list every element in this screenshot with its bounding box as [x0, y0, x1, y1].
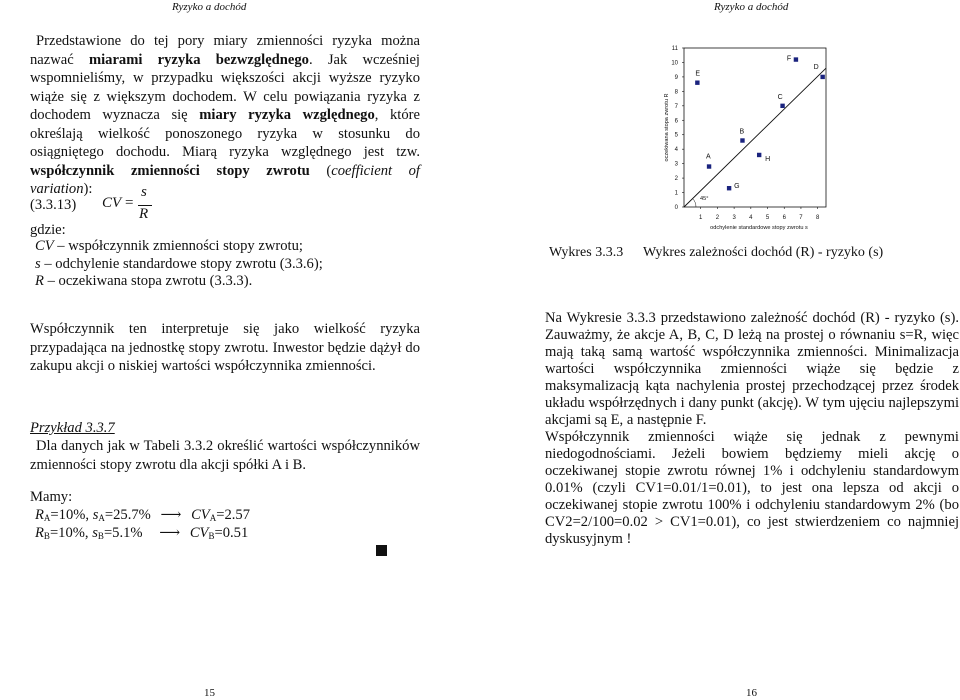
- x-tick-label: 6: [782, 215, 786, 221]
- result-row-b: [35, 524, 248, 546]
- value: =5.1%: [103, 525, 143, 541]
- x-tick-label: 3: [732, 215, 736, 221]
- running-header-right: Ryzyko a dochód: [714, 1, 789, 13]
- point-label-f: F: [786, 55, 792, 63]
- definition-symbol: s: [35, 255, 41, 272]
- x-tick-label: 5: [765, 215, 770, 221]
- mamy-label: Mamy:: [30, 489, 73, 505]
- y-tick-label: 5: [674, 132, 678, 139]
- intro-paragraph: [30, 32, 420, 199]
- point-e: [695, 80, 699, 84]
- point-label-b: B: [739, 128, 745, 136]
- formula-denominator: R: [139, 206, 149, 222]
- intro-text: Przedstawione do tej pory miary zmienności ryzyka można nazwać: [30, 33, 420, 68]
- definition-list: [35, 238, 425, 291]
- figure-caption: Wykres zależności dochód (R) - ryzyko (s): [643, 245, 884, 260]
- point-label-e: E: [695, 70, 701, 78]
- y-tick-label: 11: [671, 46, 678, 52]
- y-tick-label: 9: [674, 74, 678, 81]
- value: =10%,: [49, 525, 89, 541]
- y-tick-label: 3: [674, 161, 678, 168]
- point-label-c: C: [777, 93, 783, 101]
- right-paragraph-2: Współczynnik zmienności wiąże się jednak z pewnymi niedogodnościami. Jeżeli bowiem będziemy mieli akcję o oczekiwanej stopie zwrotu równej 1% i odchyleniu standardowym 0.01% (czyli CV1=0.01/1=0.01), to jest ona lepsza od akcji o oczekiwanej stopie zwrotu 100% i odchyleniu standardowym 2% (bo CV2=2/100=0.02 > CV1=0.01), co jest stwierdzeniem co najmniej dyskusyjnym !: [545, 429, 959, 547]
- value: =2.57: [216, 507, 251, 523]
- term-absolute-risk: miarami ryzyka bezwzględnego: [88, 51, 309, 68]
- definition-text: – odchylenie standardowe stopy zwrotu (3.3.6);: [40, 255, 323, 272]
- reference-line: [684, 68, 826, 207]
- formula-number: (3.3.13): [30, 197, 77, 213]
- x-tick-label: 7: [799, 215, 803, 221]
- y-tick-label: 8: [674, 89, 678, 96]
- y-tick-label: 2: [674, 176, 678, 183]
- intro-text: ):: [83, 181, 93, 197]
- y-tick-label: 7: [674, 103, 678, 110]
- point-g: [727, 186, 731, 190]
- end-square-icon: [376, 545, 387, 556]
- intro-text: (: [309, 162, 332, 179]
- y-tick-label: 6: [674, 118, 678, 125]
- angle-label: 45°: [700, 196, 709, 202]
- definition-text: – współczynnik zmienności stopy zwrotu;: [53, 238, 303, 254]
- point-label-h: H: [765, 155, 771, 163]
- point-b: [740, 138, 744, 142]
- page-number-left: 15: [204, 687, 215, 699]
- definition-text: – oczekiwana stopa zwrotu (3.3.3).: [43, 273, 253, 289]
- x-tick-label: 1: [699, 215, 703, 221]
- point-label-a: A: [706, 153, 711, 161]
- y-tick-label: 4: [674, 147, 678, 154]
- subscript: B: [208, 531, 215, 541]
- definition-item: [35, 256, 425, 274]
- where-label: gdzie:: [30, 222, 66, 238]
- intro-text: . Jak wcześniej wspomnieliśmy, w przypadku większości akcji wyższe ryzyko wiąże się z większym dochodem. W celu powiązania ryzyka z dochodem wyznacza się: [30, 51, 420, 123]
- subscript: B: [43, 531, 50, 541]
- example-title: Przykład 3.3.7: [30, 420, 115, 436]
- y-tick-label: 1: [674, 190, 678, 197]
- figure-label: Wykres 3.3.3: [549, 245, 624, 260]
- intro-text: , które określają wielkość ponoszonego ryzyka w stosunku do osiągniętego dochodu. Miarą ryzyka względnego jest tzw.: [30, 107, 420, 160]
- y-axis-label: oczekiwana stopa zwrotu R: [664, 93, 670, 162]
- formula: [102, 184, 162, 228]
- value: =25.7%: [104, 507, 151, 523]
- point-c: [780, 104, 784, 108]
- y-tick-label: 0: [674, 205, 678, 211]
- value: =10%,: [50, 507, 90, 523]
- right-paragraph-1: Na Wykresie 3.3.3 przedstawiono zależność dochód (R) - ryzyko (s). Zauważmy, że akcje A, B, C, D leżą na prostej o równaniu s=R, więc mają taką samą wartość współczynnika zmienności. Minimalizacja wartości współczynnika zmienności wiąże się będzie z maksymalizacją kąta nachylenia prostej przechodzącej przez środek układu współrzędnych i dany punkt (akcję). W tym ujęciu najlepszymi akcjami są E, a następnie F.: [545, 310, 959, 428]
- definition-item: [35, 238, 425, 256]
- example-text: Dla danych jak w Tabeli 3.3.2 określić wartości współczynników zmienności stopy zwrotu dla akcji spółki A i B.: [30, 438, 420, 473]
- point-d: [820, 75, 824, 79]
- right-text: [545, 310, 959, 548]
- x-tick-label: 2: [715, 215, 720, 221]
- angle-arc: [693, 199, 697, 208]
- point-f: [794, 57, 798, 61]
- var-s: s: [92, 525, 98, 541]
- formula-numerator: s: [141, 184, 147, 200]
- subscript: A: [43, 513, 51, 523]
- definition-item: [35, 273, 425, 291]
- definition-symbol: CV: [35, 238, 54, 254]
- arrow-icon: ⟶: [160, 507, 182, 523]
- risk-return-chart: [660, 40, 830, 240]
- var-s: s: [92, 507, 99, 523]
- point-a: [707, 164, 711, 168]
- subscript: A: [98, 513, 105, 523]
- interpretation-paragraph: Współczynnik ten interpretuje się jako wielkość ryzyka przypadająca na jednostkę stopy zwrotu. Inwestor będzie dążył do zakupu akcji o niskiej wartości współczynnika zmienności.: [30, 321, 420, 374]
- point-h: [757, 153, 761, 157]
- subscript: A: [209, 513, 217, 523]
- term-coefficient: współczynnik zmienności stopy zwrotu: [30, 162, 310, 179]
- arrow-icon: ⟶: [159, 525, 181, 541]
- definition-symbol: R: [35, 273, 44, 289]
- running-header-left: Ryzyko a dochód: [172, 1, 247, 13]
- x-tick-label: 8: [815, 215, 820, 221]
- formula-eq: =: [125, 195, 134, 211]
- point-label-d: D: [813, 63, 819, 71]
- var-cv: CV: [189, 525, 209, 541]
- var-r: R: [35, 507, 44, 523]
- subscript: B: [97, 531, 104, 541]
- y-tick-label: 10: [671, 60, 678, 67]
- page-number-right: 16: [746, 687, 757, 699]
- point-label-g: G: [734, 183, 740, 191]
- formula-lhs: CV: [102, 195, 122, 211]
- var-cv: CV: [191, 507, 210, 523]
- term-english: coefficient of variation: [30, 162, 420, 197]
- var-r: R: [35, 525, 44, 541]
- x-axis-label: odchylenie standardowe stopy zwrotu s: [710, 225, 808, 231]
- value: =0.51: [214, 525, 249, 541]
- term-relative-risk: miary ryzyka względnego: [199, 107, 375, 123]
- plot-frame: [684, 48, 826, 207]
- x-tick-label: 4: [749, 215, 753, 221]
